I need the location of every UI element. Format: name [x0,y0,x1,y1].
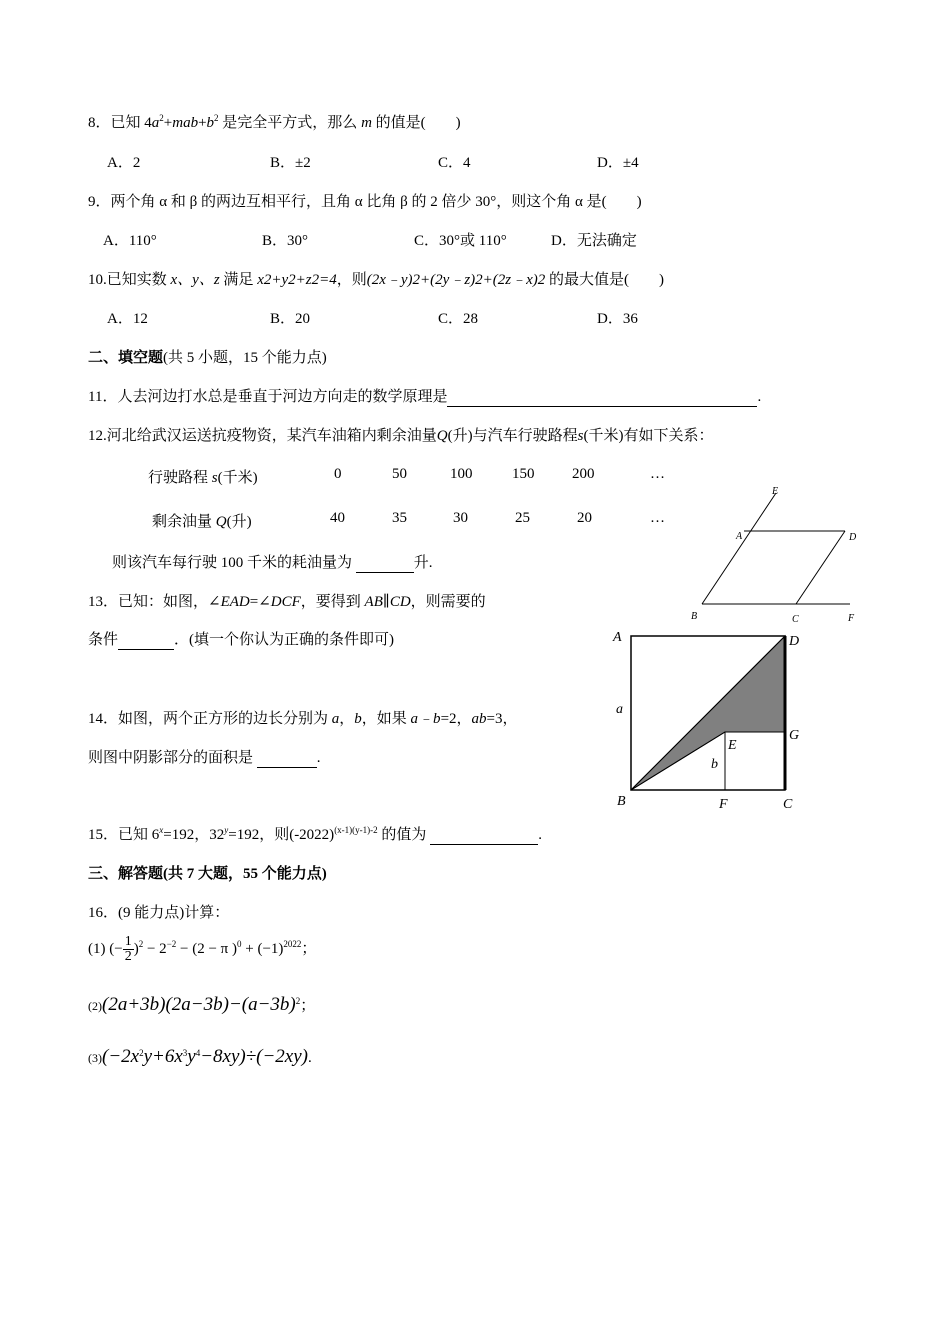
q9-option-b: B．30° [262,233,309,249]
q10-option-a: A．12 [107,311,148,327]
table-row-label-fuel: 剩余油量 Q(升) [152,514,252,530]
table-row-label-distance: 行驶路程 s(千米) [148,470,258,486]
label-a: A [613,630,622,645]
q16-part-2: $(2)(2a+3b)(2a-3b)-(a-3b)^2$； [88,994,316,1015]
label-a: A [736,531,743,542]
label-f: F [848,613,855,624]
q8-option-a: A．2 [107,155,141,171]
q10-option-b: B．20 [270,311,311,327]
q8-option-c: C．4 [438,155,471,171]
figure-parallel-lines [680,480,870,630]
label-c: C [792,614,799,625]
label-e: E [772,486,779,497]
question-10: 10.已知实数 x、y、z 满足 x2+y2+z2=4，则(2x﹣y)2+(2y﹣z)2+(2z﹣x)2 的最大值是( ) [88,272,665,288]
line-be [702,493,776,604]
label-b: B [691,611,698,622]
q12-answer-blank[interactable] [356,555,414,573]
section-2-heading: 二、填空题(共 5 小题，15 个能力点) [88,350,327,366]
table-cell: 40 [330,510,345,526]
table-cell: … [650,466,665,482]
q11-answer-blank[interactable] [447,389,757,407]
q12-follow-up: 则该汽车每行驶 100 千米的耗油量为 升. [112,555,433,571]
q16-part-3: $(3)(-2x^2y+6x^3y^4-8xy)\div(-2xy)$. [88,1046,312,1067]
table-cell: 200 [572,466,595,482]
question-16: 16．(9 能力点)计算： [88,905,230,921]
section-3-heading: 三、解答题(共 7 大题，55 个能力点) [88,866,327,882]
table-cell: 150 [512,466,535,482]
q14-answer-blank[interactable] [257,750,317,768]
table-cell: 20 [577,510,592,526]
q15-answer-blank[interactable] [430,827,538,845]
q8-option-d: D．±4 [597,155,639,171]
table-cell: 50 [392,466,407,482]
q13-answer-blank[interactable] [118,632,174,650]
question-12: 12.河北给武汉运送抗疫物资，某汽车油箱内剩余油量Q(升)与汽车行驶路程s(千米)有如下关系： [88,428,714,444]
label-g: G [789,728,800,743]
label-e: E [728,738,737,753]
question-9: 9．两个角 α 和 β 的两边互相平行，且角 α 比角 β 的 2 倍少 30°，则这个角 α 是( ) [88,194,642,210]
table-cell: 100 [450,466,473,482]
q10-option-d: D．36 [597,311,638,327]
label-b: B [617,794,626,809]
label-side-b: b [711,757,718,772]
question-14: 14．如图，两个正方形的边长分别为 a，b，如果 a﹣b=2，ab=3， [88,711,518,727]
label-d: D [849,532,857,543]
question-8: 8．已知 $4a^2+mab+b^2$ 是完全平方式，那么 m 的值是( ) [88,113,461,131]
q9-option-c: C．30°或 110° [414,233,507,249]
label-side-a: a [616,702,623,717]
q8-option-b: B．±2 [270,155,311,171]
line-cd [796,531,845,604]
question-13-line-2: 条件 ．(填一个你认为正确的条件即可) [88,632,395,648]
table-cell: 25 [515,510,530,526]
question-15: 15．已知 $6^x=192$，$32^y=192$，则$(-2022)^{(x-1)(y-1)-2}$ 的值为 . [88,825,542,843]
table-cell: 0 [334,466,342,482]
figure-two-squares [605,620,820,820]
table-cell: 35 [392,510,407,526]
q9-option-d: D．无法确定 [551,233,637,249]
table-cell: … [650,510,665,526]
question-11: 11．人去河边打水总是垂直于河边方向走的数学原理是 . [88,389,762,405]
q9-option-a: A．110° [103,233,157,249]
question-13: 13．已知：如图，∠EAD=∠DCF，要得到 AB∥CD，则需要的 [88,594,486,610]
label-f: F [719,797,728,812]
label-c: C [783,797,793,812]
table-cell: 30 [453,510,468,526]
fraction-one-half: $\frac{1}{2}$ [124,934,132,964]
q16-part-1: (1) (− $\frac{1}{2}$ )$^2 - 2^{-2} - (2 - \pi$ )$^0 + (-1)^{2022}$； [88,934,317,964]
label-d: D [789,634,800,649]
question-14-line-2: 则图中阴影部分的面积是 . [88,750,321,766]
q10-option-c: C．28 [438,311,479,327]
